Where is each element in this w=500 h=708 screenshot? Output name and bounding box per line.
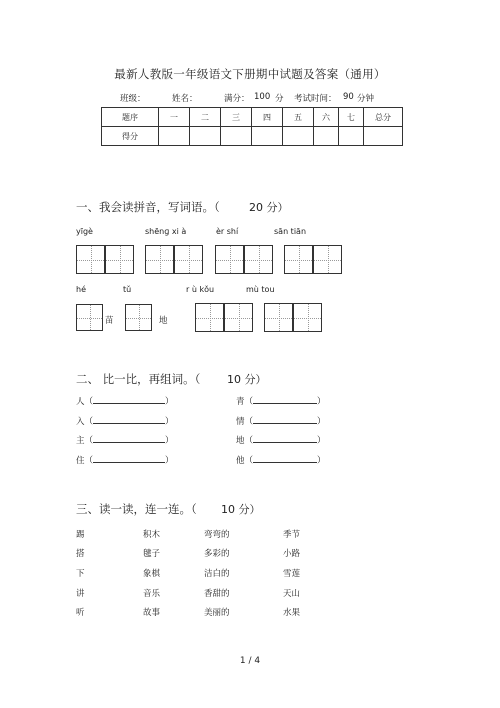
score-table-cell: 五 (283, 108, 314, 127)
answer-blank[interactable] (93, 453, 165, 463)
pinyin-8: mù tou (246, 285, 275, 294)
writing-grid[interactable] (284, 245, 313, 274)
answer-blank[interactable] (253, 433, 317, 443)
section-2-points: 10 分） (227, 373, 267, 386)
pinyin-7: r ù kǒu (186, 285, 215, 294)
answer-blank[interactable] (93, 433, 165, 443)
fill-char-di: 地 (159, 316, 168, 326)
close-paren: ） (165, 397, 174, 407)
score-table-score-row (102, 127, 403, 146)
writing-grid[interactable] (293, 303, 322, 332)
answer-blank[interactable] (93, 414, 165, 424)
compare-char: 主（ (76, 436, 94, 446)
exam-time-label: 考试时间： (294, 94, 337, 104)
writing-grid[interactable] (145, 245, 174, 274)
match-col2-item[interactable]: 毽子 (143, 549, 161, 559)
compare-char: 人（ (76, 397, 94, 407)
writing-grid[interactable] (215, 245, 244, 274)
match-col4-item[interactable]: 水果 (283, 608, 301, 618)
close-paren: ） (317, 397, 326, 407)
compare-item-right (236, 433, 326, 446)
close-paren: ） (317, 456, 326, 466)
score-table-cell: 题序 (102, 108, 159, 127)
compare-char: 他（ (236, 456, 254, 466)
score-row-label: 得分 (102, 127, 159, 146)
match-col3-item[interactable]: 香甜的 (204, 589, 230, 599)
compare-item-left (76, 433, 174, 446)
pinyin-6: tǔ (123, 285, 132, 294)
score-table (101, 107, 403, 146)
match-col2-item[interactable]: 音乐 (143, 589, 161, 599)
full-score-value: 100 (254, 92, 271, 102)
pinyin-1: yīgè (76, 227, 93, 236)
close-paren: ） (317, 417, 326, 427)
close-paren: ） (165, 456, 174, 466)
score-input-cell[interactable] (190, 127, 221, 146)
match-col4-item[interactable]: 季节 (283, 530, 301, 540)
match-col4-item[interactable]: 天山 (283, 589, 301, 599)
close-paren: ） (317, 436, 326, 446)
compare-char: 入（ (76, 417, 94, 427)
score-input-cell[interactable] (221, 127, 252, 146)
compare-item-right (236, 453, 326, 466)
section-1-points: 20 分） (249, 201, 289, 214)
answer-blank[interactable] (253, 394, 317, 404)
match-col3-item[interactable]: 美丽的 (204, 608, 230, 618)
fill-char-miao: 苗 (105, 316, 114, 326)
document-title: 最新人教版一年级语文下册期中试题及答案（通用） (114, 67, 386, 81)
compare-item-right (236, 394, 326, 407)
page-number: 1 / 4 (239, 656, 261, 666)
match-col2-item[interactable]: 故事 (143, 608, 161, 618)
section-2-title: 二、 比一比，再组词。（ (76, 372, 201, 386)
match-col2-item[interactable]: 象棋 (143, 569, 161, 579)
writing-grid[interactable] (244, 245, 273, 274)
writing-grid[interactable] (105, 245, 134, 274)
score-input-cell[interactable] (252, 127, 283, 146)
writing-grid[interactable] (174, 245, 203, 274)
score-table-cell: 七 (339, 108, 364, 127)
match-col1-item[interactable]: 讲 (76, 589, 85, 599)
score-input-cell[interactable] (283, 127, 314, 146)
writing-grid[interactable] (224, 303, 253, 332)
score-table-cell: 三 (221, 108, 252, 127)
name-label: 姓名： (172, 94, 198, 104)
close-paren: ） (165, 417, 174, 427)
score-table-cell: 总分 (364, 108, 403, 127)
writing-grid[interactable] (125, 304, 152, 331)
full-score-label: 满分： (224, 94, 250, 104)
match-col1-item[interactable]: 搭 (76, 549, 85, 559)
score-table-cell: 一 (159, 108, 190, 127)
pinyin-2: shēnɡ xi à (145, 227, 187, 236)
compare-char: 地（ (236, 436, 254, 446)
section-3-title: 三、读一读，连一连。（ (76, 502, 197, 516)
score-table-cell: 四 (252, 108, 283, 127)
section-1-title: 一、我会读拼音，写词语。（ (76, 200, 220, 214)
match-col3-item[interactable]: 弯弯的 (204, 530, 230, 540)
compare-char: 住（ (76, 456, 94, 466)
score-input-cell[interactable] (339, 127, 364, 146)
score-input-cell[interactable] (314, 127, 339, 146)
writing-grid[interactable] (76, 304, 103, 331)
writing-grid[interactable] (76, 245, 105, 274)
match-col1-item[interactable]: 下 (76, 569, 85, 579)
pinyin-4: sān tiān (274, 227, 307, 236)
compare-item-left (76, 453, 174, 466)
match-col1-item[interactable]: 踢 (76, 530, 85, 540)
pinyin-3: èr shí (216, 227, 239, 236)
section-3-points: 10 分） (221, 503, 261, 516)
match-col3-item[interactable]: 多彩的 (204, 549, 230, 559)
score-table-cell: 六 (314, 108, 339, 127)
match-col4-item[interactable]: 小路 (283, 549, 301, 559)
exam-time-unit: 分钟 (357, 94, 375, 104)
compare-char: 情（ (236, 417, 254, 427)
score-input-cell[interactable] (364, 127, 403, 146)
answer-blank[interactable] (93, 394, 165, 404)
compare-item-left (76, 414, 174, 427)
full-score-unit: 分 (275, 94, 284, 104)
compare-char: 青（ (236, 397, 254, 407)
close-paren: ） (165, 436, 174, 446)
match-col4-item[interactable]: 雪莲 (283, 569, 301, 579)
match-col2-item[interactable]: 积木 (143, 530, 161, 540)
compare-item-right (236, 414, 326, 427)
writing-grid[interactable] (195, 303, 224, 332)
match-col1-item[interactable]: 听 (76, 608, 85, 618)
score-table-cell: 二 (190, 108, 221, 127)
compare-item-left (76, 394, 174, 407)
writing-grid[interactable] (264, 303, 293, 332)
writing-grid[interactable] (313, 245, 342, 274)
match-col3-item[interactable]: 洁白的 (204, 569, 230, 579)
pinyin-5: hé (76, 285, 86, 294)
score-table-header-row (102, 108, 403, 127)
exam-time-value: 90 (343, 92, 354, 102)
answer-blank[interactable] (253, 414, 317, 424)
score-input-cell[interactable] (159, 127, 190, 146)
class-label: 班级： (120, 94, 146, 104)
answer-blank[interactable] (253, 453, 317, 463)
